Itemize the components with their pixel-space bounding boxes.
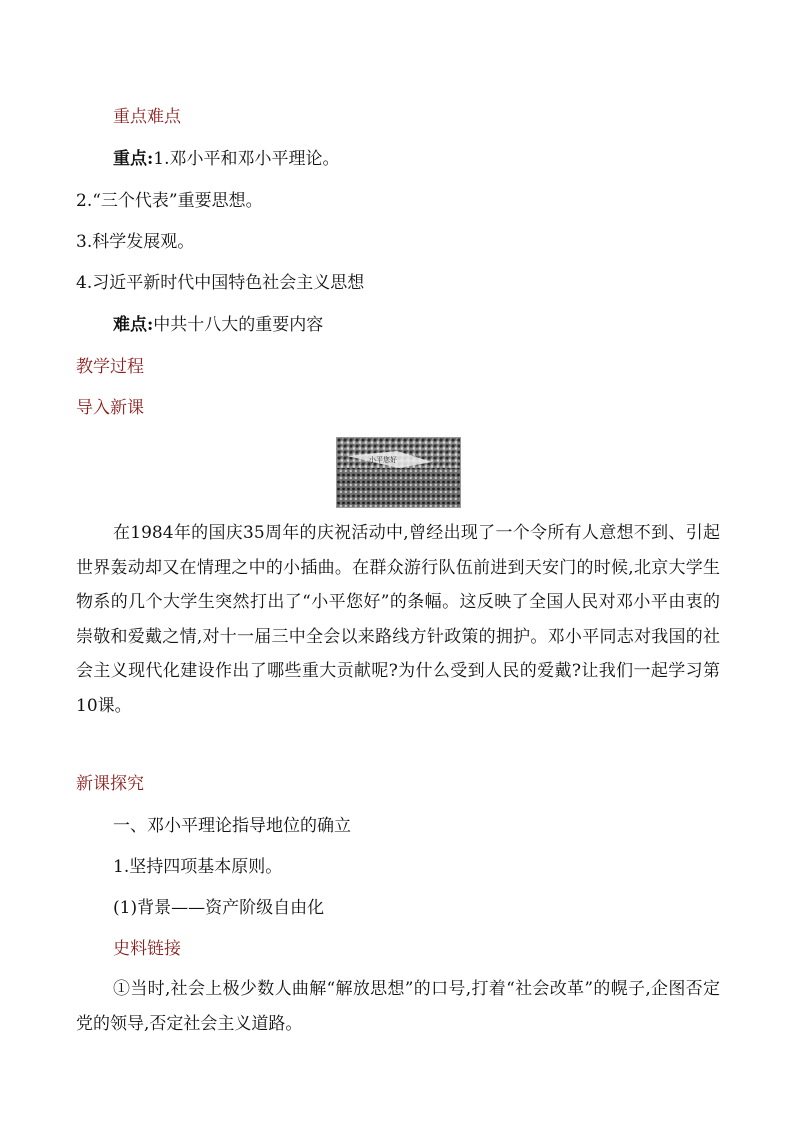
section-heading-key-difficult: 重点难点 [113, 107, 181, 127]
source-paragraph [76, 972, 720, 1041]
banner-text: 小平您好 [369, 456, 397, 464]
intro-paragraph [76, 516, 720, 723]
section-heading-new-lesson: 新课探究 [76, 774, 144, 794]
key-point-2: 2.“三个代表”重要思想。 [76, 191, 263, 211]
photo-graphic [337, 438, 460, 507]
difficult-label: 难点: [113, 315, 154, 335]
key-point-1: 1.邓小平和邓小平理论。 [153, 149, 340, 169]
section-heading-teaching-process: 教学过程 [76, 357, 144, 377]
key-points-label: 重点: [113, 149, 154, 169]
section-heading-source-link: 史料链接 [113, 939, 181, 959]
key-point-3: 3.科学发展观。 [76, 232, 195, 252]
intro-paragraph-text: 在1984年的国庆35周年的庆祝活动中,曾经出现了一个令所有人意想不到、引起世界轰动却又在情理之中的小插曲。在群众游行队伍前进到天安门的时候,北京大学生物系的几个大学生突然打出了“小平您好”的条幅。这反映了全国人民对邓小平由衷的崇敬和爱戴之情,对十一届三中全会以来路线方针政策的拥护。邓小平同志对我国的社会主义现代化建设作出了哪些重大贡献呢?为什么受到人民的爱戴?让我们一起学习第10课。 [76, 523, 720, 716]
crowd-banner-photo [336, 437, 461, 508]
source-paragraph-text: ①当时,社会上极少数人曲解“解放思想”的口号,打着“社会改革”的幌子,企图否定党的领导,否定社会主义道路。 [76, 979, 720, 1034]
lesson-heading-1: 一、邓小平理论指导地位的确立 [113, 816, 351, 836]
section-heading-intro: 导入新课 [76, 398, 144, 418]
lesson-heading-2: 1.坚持四项基本原则。 [113, 857, 283, 877]
key-point-4: 4.习近平新时代中国特色社会主义思想 [76, 273, 365, 293]
difficult-text: 中共十八大的重要内容 [153, 315, 324, 335]
difficult-point-line [113, 314, 323, 336]
key-points-line [113, 148, 340, 170]
lesson-heading-3: (1)背景——资产阶级自由化 [113, 898, 325, 918]
